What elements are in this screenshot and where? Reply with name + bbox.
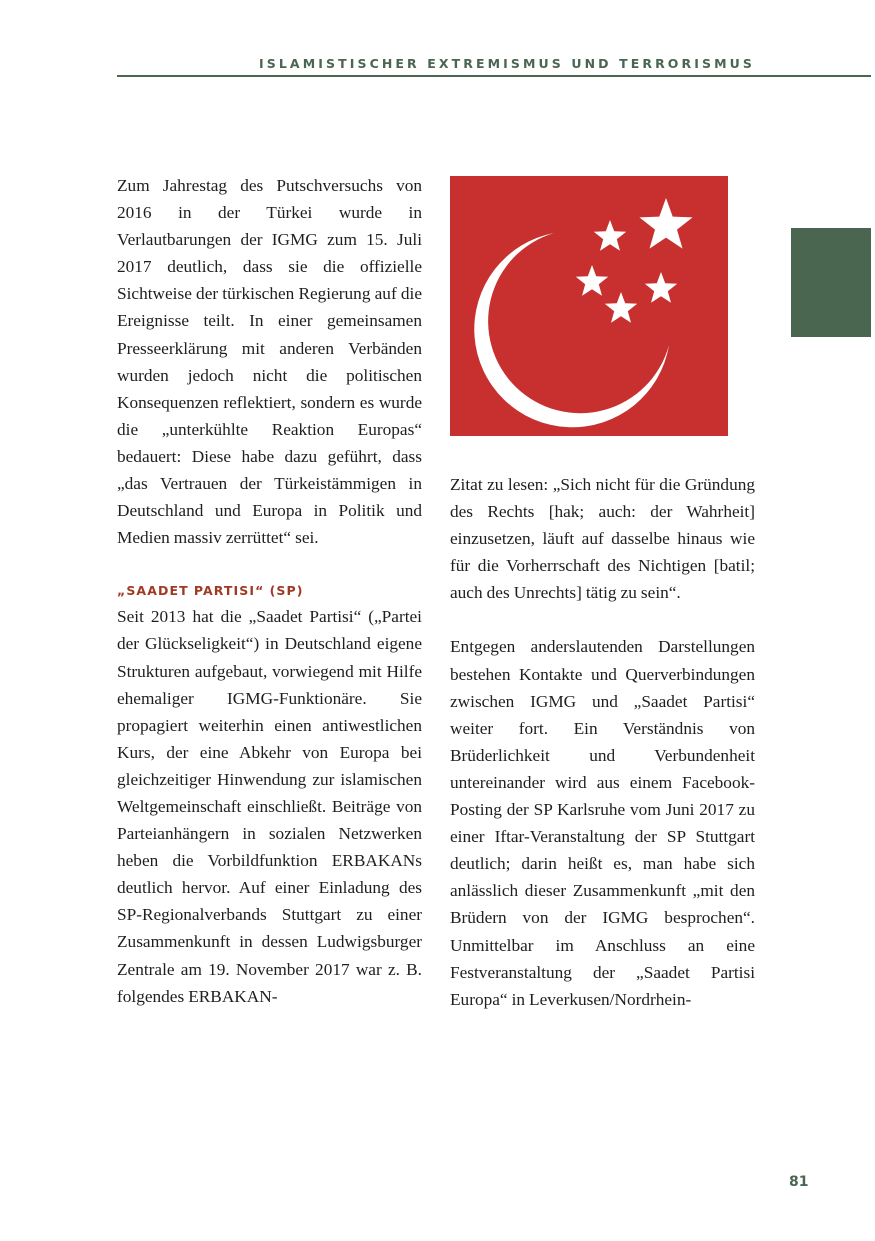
right-paragraph-quote: Zitat zu lesen: „Sich nicht für die Gründung des Rechts [hak; auch: der Wahrheit] einzusetzen, läuft auf dasselbe hinaus wie für die Vorherrschaft des Nichtigen [batil; auch des Unrechts] tätig zu sein“.: [450, 475, 755, 603]
right-column: [450, 471, 755, 1013]
flag-background: [450, 176, 728, 436]
left-paragraph-saadet: Seit 2013 hat die „Saadet Partisi“ („Partei der Glückseligkeit“) in Deutschland eigene Strukturen aufgebaut, vorwiegend mit Hilfe ehemaliger IGMG-Funktionäre. Sie propagiert weiterhin einen antiwestlichen Kurs, der eine Abkehr von Europa bei gleichzeitiger Hinwendung zur islamischen Weltgemeinschaft einschließt. Beiträge von Parteianhängern in sozialen Netzwerken heben die Vorbildfunktion ERBAKANs deutlich hervor. Auf einer Einladung des SP-Regionalverbands Stuttgart zu einer Zusammenkunft in dessen Ludwigsburger Zentrale am 19. November 2017 war z. B. folgendes ERBAKAN-: [117, 607, 422, 1006]
chapter-thumb-tab: [791, 228, 871, 337]
left-paragraph-putsch: Zum Jahrestag des Putschversuchs von 2016 in der Türkei wurde in Verlautbarungen der IGMG zum 15. Juli 2017 deutlich, dass sie die offizielle Sichtweise der türkischen Regierung auf die Ereignisse teilt. In einer gemeinsamen Presseerklärung mit anderen Verbänden wurden jedoch nicht die politischen Konsequenzen reflektiert, sondern es wurde die „unterkühlte Reaktion Europas“ bedauert: Diese habe dazu geführt, dass „das Vertrauen der Türkeistämmigen in Deutschland und Europa in Politik und Medien massiv zerrüttet“ sei.: [117, 176, 422, 548]
running-title: ISLAMISTISCHER EXTREMISMUS UND TERRORISMUS: [259, 56, 755, 71]
running-header: [117, 55, 871, 77]
right-paragraph-contacts: Entgegen anderslautenden Darstellungen bestehen Kontakte und Querverbindungen zwischen IGMG und „Saadet Partisi“ weiter fort. Ein Verständnis von Brüderlichkeit und Verbundenheit untereinander wird aus einem Facebook-Posting der SP Karlsruhe vom Juni 2017 zu einer Iftar-Veranstaltung der SP Stuttgart deutlich; darin heißt es, man habe sich anlässlich dieser Zusammenkunft „mit den Brüdern von der IGMG besprochen“. Unmittelbar im Anschluss an eine Festveranstaltung der „Saadet Partisi Europa“ in Leverkusen/Nordrhein-: [450, 637, 755, 1009]
page-number: 81: [789, 1174, 809, 1190]
crescent-five-stars-flag-icon: [450, 176, 728, 436]
section-heading-saadet-partisi: „SAADET PARTISI“ (SP): [117, 583, 304, 599]
left-column: [117, 172, 422, 1010]
